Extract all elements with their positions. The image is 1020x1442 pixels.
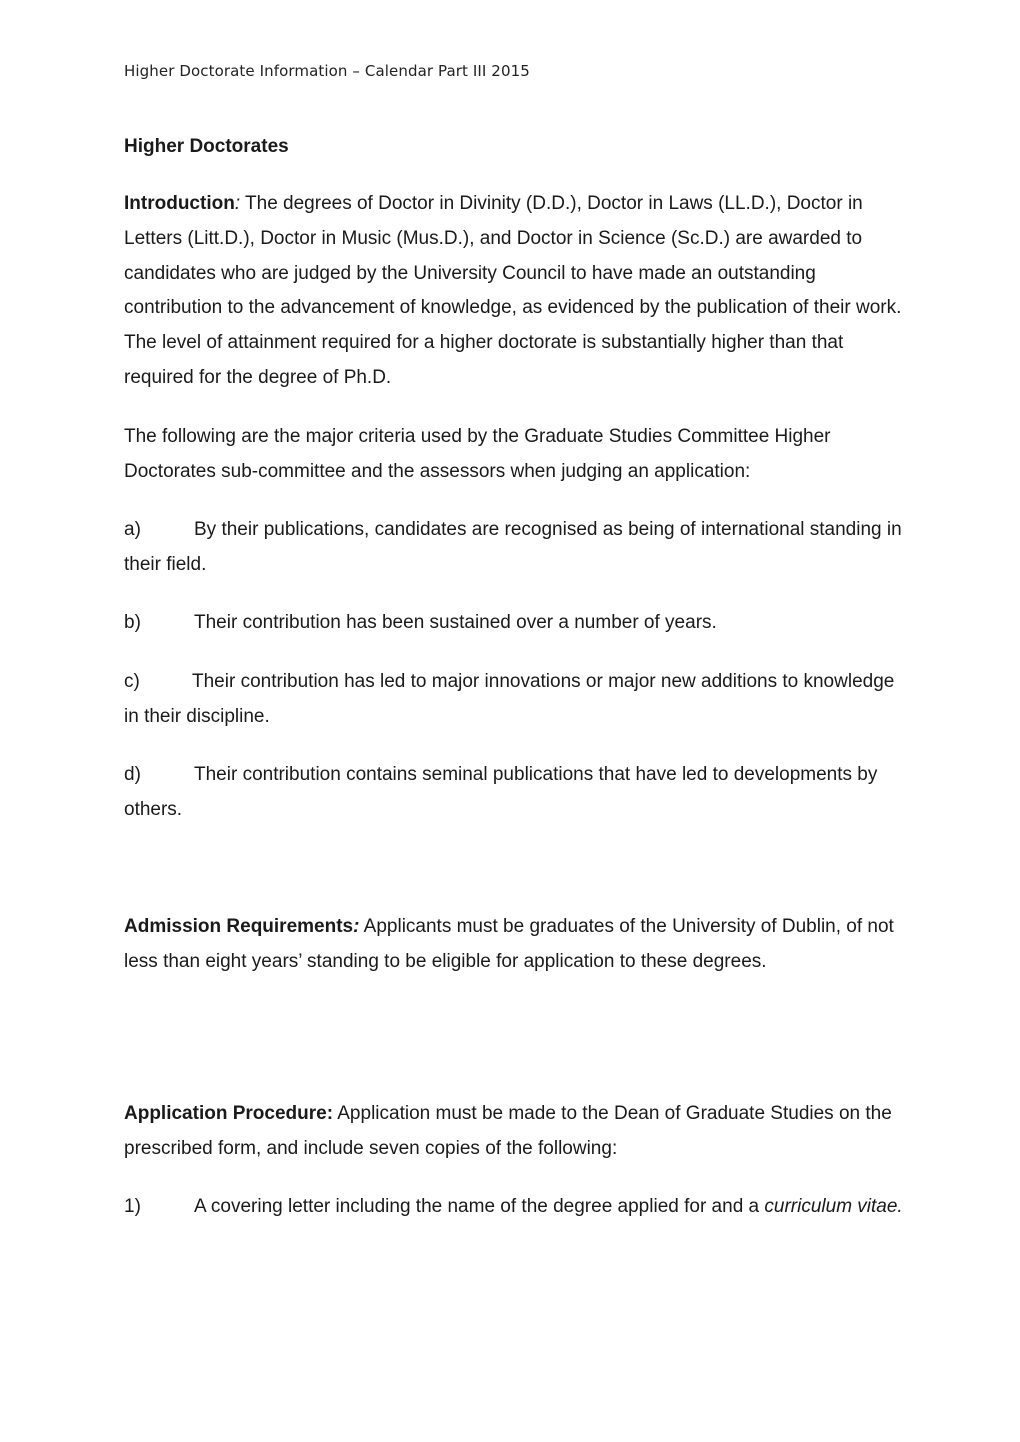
application-paragraph — [124, 1097, 904, 1167]
requirement-italic-text: curriculum vitae. — [764, 1196, 903, 1217]
introduction-colon: : — [234, 193, 241, 214]
page-title: Higher Doctorates — [124, 136, 289, 157]
criterion-text: By their publications, candidates are recognised as being of international standing in their field. — [124, 519, 902, 575]
admission-text: Applicants must be graduates of the University of Dublin, of not less than eight years’ standing to be eligible for application to these degrees. — [124, 916, 894, 972]
criterion-d — [124, 758, 904, 828]
introduction-paragraph — [124, 187, 904, 396]
criterion-text: Their contribution contains seminal publications that have led to developments by others. — [124, 764, 878, 820]
requirement-text: A covering letter including the name of the degree applied for and a — [194, 1196, 765, 1217]
introduction-label: Introduction — [124, 193, 235, 214]
application-text: Application must be made to the Dean of Graduate Studies on the prescribed form, and include seven copies of the following: — [124, 1103, 892, 1159]
criterion-text: Their contribution has been sustained over a number of years. — [194, 612, 717, 633]
criterion-text: Their contribution has led to major innovations or major new additions to knowledge in their discipline. — [124, 671, 895, 727]
criterion-b — [124, 606, 904, 641]
introduction-text: The degrees of Doctor in Divinity (D.D.), Doctor in Laws (LL.D.), Doctor in Letters (Litt.D.), Doctor in Music (Mus.D.), and Doctor in Science (Sc.D.) are awarded to candidates who are judged by the University Council to have made an outstanding contribution to the advancement of knowledge, as evidenced by the publication of their work. The level of attainment required for a higher doctorate is substantially higher than that required for the degree of Ph.D. — [124, 193, 902, 388]
criterion-marker: a) — [124, 519, 141, 540]
criterion-marker: d) — [124, 764, 141, 785]
criterion-a — [124, 513, 904, 583]
admission-colon: : — [353, 916, 360, 937]
admission-label: Admission Requirements — [124, 916, 354, 937]
criterion-marker: c) — [124, 671, 140, 692]
running-header: Higher Doctorate Information – Calendar Part III 2015 — [124, 62, 530, 80]
requirement-marker: 1) — [124, 1196, 141, 1217]
criterion-c — [124, 665, 904, 735]
criteria-intro-paragraph: The following are the major criteria used by the Graduate Studies Committee Higher Doctorates sub-committee and the assessors when judging an application: — [124, 426, 831, 482]
requirement-1 — [124, 1190, 904, 1225]
admission-paragraph — [124, 910, 904, 980]
application-label: Application Procedure: — [124, 1103, 334, 1124]
criterion-marker: b) — [124, 612, 141, 633]
